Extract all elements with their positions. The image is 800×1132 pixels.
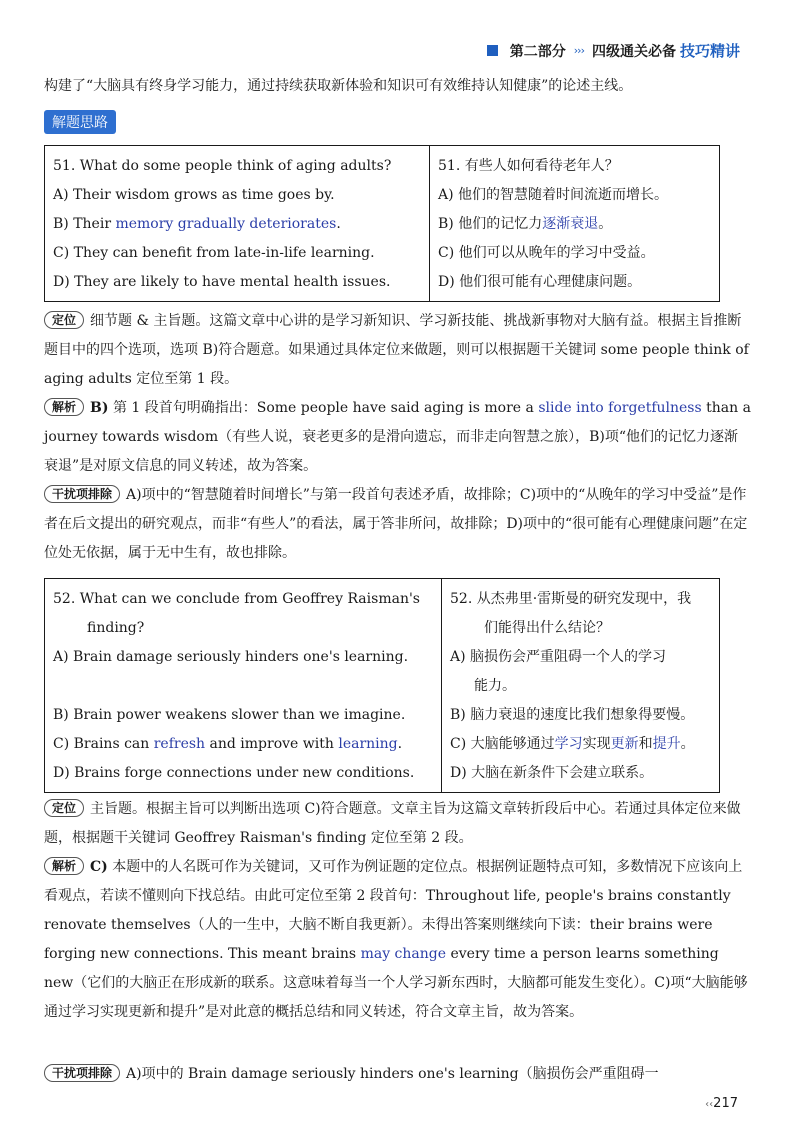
q52-chinese: [442, 579, 720, 793]
q52-question-zh-1: 52. 从杰弗里·雷斯曼的研究发现中，我: [450, 591, 692, 607]
q51-analysis-paragraph: 解析 B) 第 1 段首句明确指出：Some people have said aging is more a slide into forgetfulness than a journey towards wisdom（有些人说，衰老更多的是滑向遗忘，而非走向智慧之旅），B)项“他们的记忆力逐渐衰退”是对原文信息的同义转述，故为答案。: [44, 400, 751, 474]
q51-option-a-en: A) Their wisdom grows as time goes by.: [53, 187, 335, 203]
q52-question-zh-2: 们能得出什么结论？: [484, 620, 610, 636]
q51-english: [45, 146, 430, 302]
q52-analysis-paragraph: 解析 C) 本题中的人名既可作为关键词，又可作为例证题的定位点。根据例证题特点可知，多数情况下应该向上看观点，若读不懂则向下找总结。由此可定位至第 2 段首句：Throughout life, people's brains constantly renovate themselves（人的一生中，大脑不断自我更新）。未得出答案则继续向下读：their brains were forging new connections. This meant brains may change every time a person learns something new（它们的大脑正在形成新的联系。这意味着每当一个人学习新东西时，大脑都可能发生变化）。C)项“大脑能够通过学习实现更新和提升”是对此意的概括总结和同义转述，符合文章主旨，故为答案。: [44, 859, 748, 1020]
q52-option-b-en: B) Brain power weakens slower than we imagine.: [53, 707, 406, 723]
q51-option-b-zh: B) 他们的记忆力逐渐衰退。: [438, 216, 613, 232]
q51-option-d-zh: D) 他们很可能有心理健康问题。: [438, 274, 642, 290]
q52-english: [45, 579, 442, 793]
chevrons-left-icon: ‹‹: [705, 1099, 714, 1110]
q52-question-en-2: finding?: [87, 620, 145, 636]
q52-distractor-paragraph: 干扰项排除 A)项中的 Brain damage seriously hinders one's learning（脑损伤会严重阻碍一: [44, 1060, 752, 1089]
q52-locate-paragraph: 定位 主旨题。根据主旨可以判断出选项 C)符合题意。文章主旨为这篇文章转折段后中心。若通过具体定位来做题，根据题干关键词 Geoffrey Raisman's finding 定位至第 2 段。: [44, 801, 741, 846]
square-icon: [487, 45, 498, 56]
locate-tag: 定位: [44, 799, 84, 817]
q52-option-a-en: A) Brain damage seriously hinders one's learning.: [53, 649, 409, 665]
header-part: 第二部分: [509, 43, 566, 60]
analysis-tag: 解析: [44, 398, 84, 416]
q52-option-d-en: D) Brains forge connections under new conditions.: [53, 765, 415, 781]
q51-table: [44, 145, 720, 302]
analysis-tag: 解析: [44, 857, 84, 875]
q51-distractor-paragraph: 干扰项排除 A)项中的“智慧随着时间增长”与第一段首句表述矛盾，故排除；C)项中的“从晚年的学习中受益”是作者在后文提出的研究观点，而非“有些人”的看法，属于答非所问，故排除；D)项中的“很可能有心理健康问题”在定位处无依据，属于无中生有，故也排除。: [44, 487, 748, 561]
q51-question-en: 51. What do some people think of aging adults?: [53, 158, 392, 174]
q52-option-a-zh-2: 能力。: [474, 678, 516, 694]
chevrons-icon: ›››: [573, 44, 584, 57]
q51-option-c-zh: C) 他们可以从晚年的学习中受益。: [438, 245, 655, 261]
q52-question-en-1: 52. What can we conclude from Geoffrey Raisman's: [53, 591, 420, 607]
q51-locate-paragraph: 定位 细节题 & 主旨题。这篇文章中心讲的是学习新知识、学习新技能、挑战新事物对大脑有益。根据主旨推断题目中的四个选项，选项 B)符合题意。如果通过具体定位来做题，则可以根据题干关键词 some people think of aging adults 定位至第 1 段。: [44, 313, 749, 387]
intro-line: 构建了“大脑具有终身学习能力，通过持续获取新体验和知识可有效维持认知健康”的论述主线。: [44, 78, 633, 94]
distractor-tag: 干扰项排除: [44, 485, 120, 503]
q52-table: [44, 578, 720, 793]
q52-option-b-zh: B) 脑力衰退的速度比我们想象得要慢。: [450, 707, 695, 723]
q52-option-a-zh-1: A) 脑损伤会严重阻碍一个人的学习: [450, 649, 667, 665]
q52-option-c-zh: C) 大脑能够通过学习实现更新和提升。: [450, 736, 695, 752]
q51-option-b-en: B) Their memory gradually deteriorates.: [53, 216, 341, 232]
q51-option-c-en: C) They can benefit from late-in-life learning.: [53, 245, 375, 261]
section-label: 解题思路: [44, 110, 116, 134]
header-subtitle: 四级通关必备: [591, 43, 676, 60]
header-accent: 技巧精讲: [679, 42, 740, 60]
q51-chinese: [430, 146, 720, 302]
q52-option-d-zh: D) 大脑在新条件下会建立联系。: [450, 765, 654, 781]
q51-option-a-zh: A) 他们的智慧随着时间流逝而增长。: [438, 187, 669, 203]
q51-option-d-en: D) They are likely to have mental health issues.: [53, 274, 391, 290]
q52-option-c-en: C) Brains can refresh and improve with learning.: [53, 736, 403, 752]
q51-question-zh: 51. 有些人如何看待老年人？: [438, 158, 619, 174]
page-number: ‹‹217: [705, 1096, 738, 1111]
running-header: [487, 40, 740, 61]
distractor-tag: 干扰项排除: [44, 1064, 120, 1082]
locate-tag: 定位: [44, 311, 84, 329]
